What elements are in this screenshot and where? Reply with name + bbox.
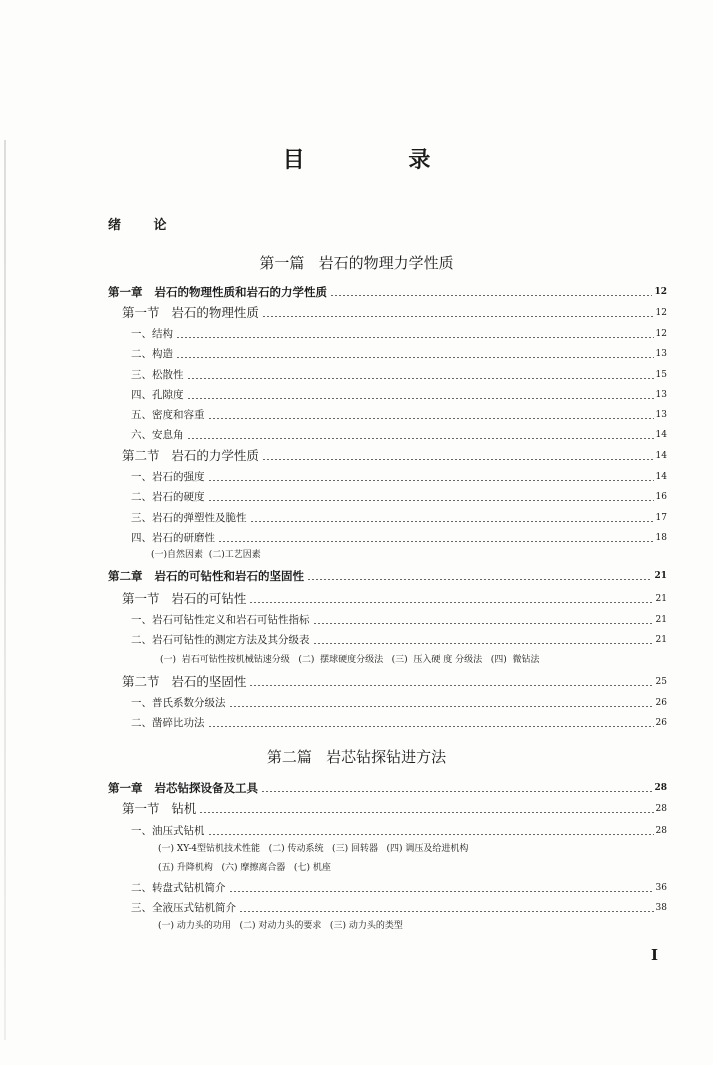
- toc-entry[interactable]: [108, 285, 667, 299]
- toc-entry-page: 18: [655, 533, 667, 543]
- leader-dots: [208, 834, 654, 835]
- toc-entry-page: 26: [655, 718, 667, 728]
- toc-entry[interactable]: [131, 408, 667, 422]
- toc-entry-page: 13: [655, 410, 667, 420]
- toc-entry-page: 14: [655, 472, 667, 482]
- toc-entry-title: 四、孔隙度: [131, 389, 184, 401]
- toc-entry-page: 12: [655, 329, 667, 339]
- toc-entry[interactable]: [122, 592, 667, 606]
- leader-dots: [330, 295, 652, 296]
- page-title: 目 录: [282, 147, 479, 173]
- toc-entry-page: 26: [655, 698, 667, 708]
- leader-dots: [261, 791, 652, 792]
- toc-entry-page: 12: [655, 308, 667, 318]
- toc-entry[interactable]: [131, 327, 667, 341]
- leader-dots: [249, 685, 653, 686]
- toc-entry-title: 一、油压式钻机: [131, 825, 205, 837]
- toc-entry-page: 25: [655, 677, 667, 687]
- toc-entry-title: 六、安息角: [131, 429, 184, 441]
- toc-entry-page: 21: [655, 594, 667, 604]
- toc-entry-title: 一、岩石的强度: [131, 471, 205, 483]
- toc-entry-page: 12: [654, 287, 667, 297]
- toc-entry-title: 二、岩石的硬度: [131, 491, 205, 503]
- toc-entry-page: 21: [654, 571, 667, 581]
- toc-entry[interactable]: [131, 901, 667, 915]
- toc-entry[interactable]: [108, 569, 667, 583]
- leader-dots: [250, 521, 654, 522]
- toc-entry-title: 一、普氏系数分级法: [131, 697, 226, 709]
- toc-entry-title: 第二章 岩石的可钻性和岩石的坚固性: [108, 569, 305, 583]
- toc-entry-title: 第一章 岩石的物理性质和岩石的力学性质: [108, 285, 328, 299]
- toc-entry-page: 21: [655, 615, 667, 625]
- toc-entry-title: 三、岩石的弹塑性及脆性: [131, 512, 247, 524]
- toc-entry[interactable]: [131, 490, 667, 504]
- leader-dots: [249, 602, 653, 603]
- toc-entry-title: 三、松散性: [131, 369, 184, 381]
- toc-entry-title: 三、全液压式钻机简介: [131, 902, 236, 914]
- toc-entry[interactable]: [108, 781, 667, 795]
- toc-entry-title: 五、密度和容重: [131, 409, 205, 421]
- leader-dots: [199, 812, 653, 813]
- toc-subitems: (五) 升降机构 (六) 摩擦离合器 (七) 机座: [158, 863, 331, 873]
- leader-dots: [187, 438, 654, 439]
- toc-entry-page: 13: [655, 390, 667, 400]
- leader-dots: [208, 418, 654, 419]
- toc-entry-page: 36: [655, 883, 667, 893]
- toc-entry[interactable]: [131, 613, 667, 627]
- toc-entry-title: 一、结构: [131, 328, 173, 340]
- toc-entry[interactable]: [131, 470, 667, 484]
- toc-entry-title: 第二节 岩石的坚固性: [122, 674, 247, 689]
- leader-dots: [313, 643, 654, 644]
- toc-entry-title: 四、岩石的研磨性: [131, 532, 215, 544]
- toc-entry-page: 14: [655, 451, 667, 461]
- toc-entry-title: 第一节 岩石的物理性质: [122, 305, 259, 320]
- toc-entry-page: 17: [655, 513, 667, 523]
- leader-dots: [176, 337, 654, 338]
- intro-heading: 绪 论: [108, 218, 181, 233]
- toc-entry[interactable]: [122, 802, 667, 816]
- part-heading: 第二篇 岩芯钻探钻进方法: [266, 748, 447, 766]
- toc-entry-title: 二、构造: [131, 348, 173, 360]
- toc-entry[interactable]: [131, 696, 667, 710]
- leader-dots: [239, 911, 654, 912]
- toc-entry-page: 14: [655, 430, 667, 440]
- toc-subitems: (一) 动力头的功用 (二) 对动力头的要求 (三) 动力头的类型: [158, 921, 403, 931]
- toc-entry-page: 16: [655, 492, 667, 502]
- part-heading: 第一篇 岩石的物理力学性质: [259, 254, 454, 272]
- toc-entry[interactable]: [131, 428, 667, 442]
- toc-entry-page: 21: [655, 635, 667, 645]
- toc-entry[interactable]: [131, 633, 667, 647]
- toc-entry[interactable]: [131, 716, 667, 730]
- leader-dots: [262, 459, 654, 460]
- leader-dots: [208, 480, 654, 481]
- toc-subitems: (一) XY-4型钻机技术性能 (二) 传动系统 (三) 回转器 (四) 调压及给进机构: [158, 844, 469, 854]
- toc-entry-page: 13: [655, 349, 667, 359]
- toc-entry[interactable]: [122, 449, 667, 463]
- toc-entry-title: 一、岩石可钻性定义和岩石可钻性指标: [131, 614, 310, 626]
- leader-dots: [262, 316, 654, 317]
- toc-subitems: (一)自然因素 (二)工艺因素: [151, 550, 261, 560]
- toc-entry[interactable]: [122, 675, 667, 689]
- toc-entry-title: 第一章 岩芯钻探设备及工具: [108, 781, 259, 795]
- toc-entry-title: 二、岩石可钻性的测定方法及其分级表: [131, 634, 310, 646]
- leader-dots: [176, 357, 654, 358]
- toc-entry-title: 二、转盘式钻机简介: [131, 882, 226, 894]
- leader-dots: [307, 579, 652, 580]
- leader-dots: [187, 398, 654, 399]
- toc-entry-page: 28: [655, 804, 667, 814]
- leader-dots: [313, 623, 654, 624]
- leader-dots: [229, 706, 654, 707]
- toc-entry-page: 28: [654, 783, 667, 793]
- leader-dots: [208, 726, 654, 727]
- toc-entry-page: 28: [655, 826, 667, 836]
- toc-entry[interactable]: [131, 511, 667, 525]
- toc-entry[interactable]: [131, 531, 667, 545]
- leader-dots: [187, 378, 654, 379]
- leader-dots: [229, 891, 654, 892]
- toc-entry[interactable]: [131, 881, 667, 895]
- toc-entry-page: 38: [655, 903, 667, 913]
- leader-dots: [208, 500, 654, 501]
- toc-entry[interactable]: [131, 347, 667, 361]
- toc-subitems: (一) 岩石可钻性按机械钻速分级 (二) 摆球硬度分级法 (三) 压入硬 度 分级法 (四) 微钻法: [160, 655, 540, 665]
- toc-entry[interactable]: [131, 388, 667, 402]
- page-edge: [4, 140, 6, 1040]
- toc-entry-title: 第一节 钻机: [122, 801, 197, 816]
- toc-entry-page: 15: [655, 370, 667, 380]
- page-number: I: [651, 946, 659, 964]
- toc-entry-title: 第二节 岩石的力学性质: [122, 448, 259, 463]
- toc-entry[interactable]: [131, 368, 667, 382]
- leader-dots: [218, 541, 654, 542]
- toc-entry-title: 二、凿碎比功法: [131, 717, 205, 729]
- toc-entry[interactable]: [131, 824, 667, 838]
- toc-entry-title: 第一节 岩石的可钻性: [122, 591, 247, 606]
- toc-entry[interactable]: [122, 306, 667, 320]
